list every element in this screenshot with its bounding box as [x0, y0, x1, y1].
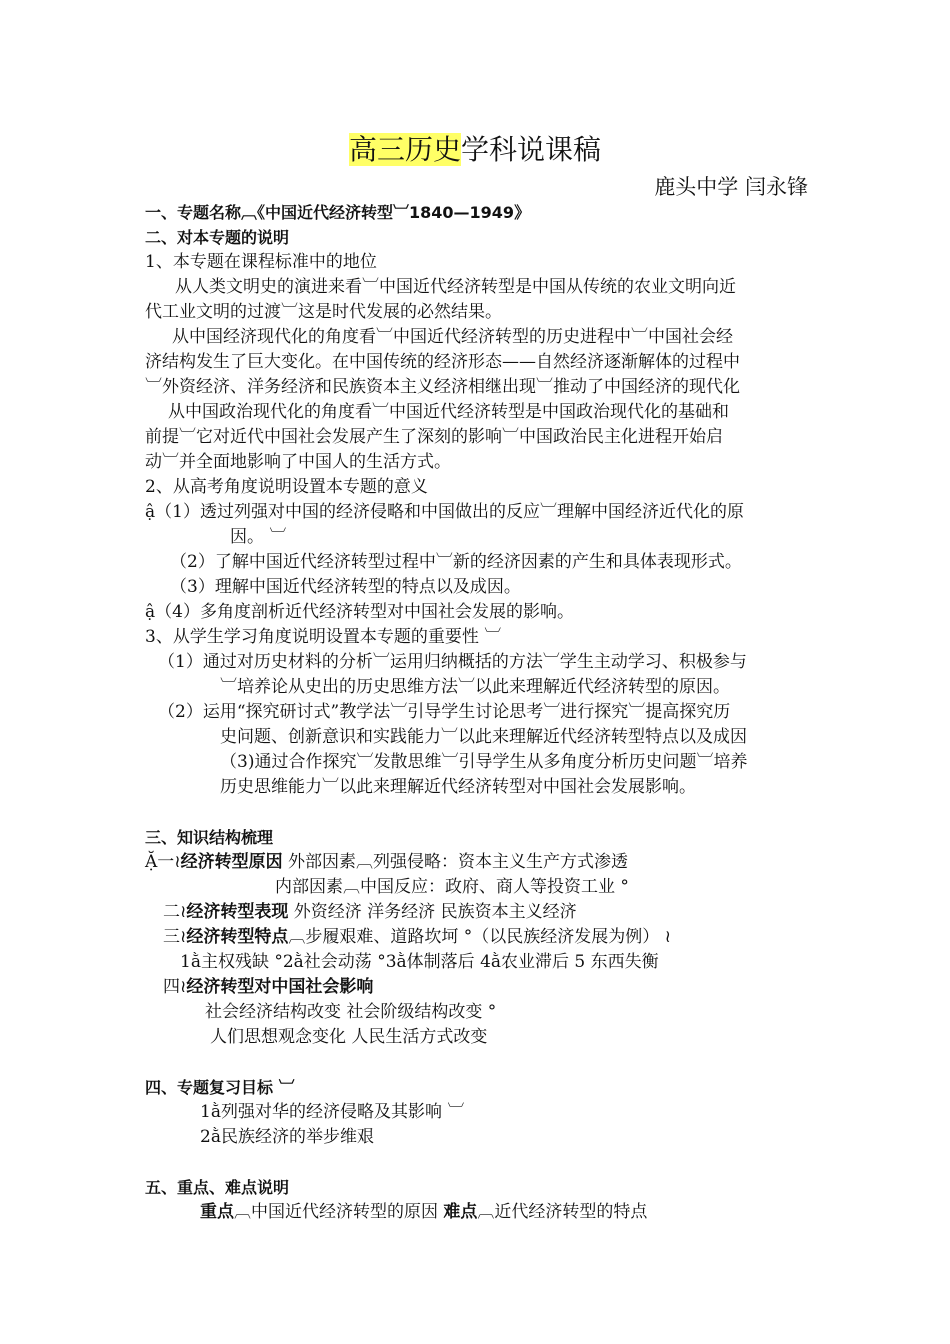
key-point-text: ︹中国近代经济转型的原因: [234, 1202, 444, 1222]
section-5-heading: 五、重点、难点说明: [145, 1178, 290, 1197]
section-2-heading: 二、对本专题的说明: [145, 228, 290, 247]
paragraph-line: ︺外资经济、洋务经济和民族资本主义经济相继出现︺推动了中国经济的现代化: [145, 377, 740, 397]
paragraph-line: 动︺并全面地影响了中国人的生活方式。: [145, 452, 451, 472]
goal-item: 2ằ民族经济的举步维艰: [200, 1127, 374, 1147]
list-item-continued: 史问题、创新意识和实践能力︺以此来理解近代经济转型特点以及成因: [220, 727, 747, 747]
key-point-label: 重点: [200, 1202, 234, 1222]
list-item: ậ（1）透过列强对中国的经济侵略和中国做出的反应︺理解中国经济近代化的原: [145, 502, 744, 522]
paragraph-line: 济结构发生了巨大变化。在中国传统的经济形态——自然经济逐渐解体的过程中: [145, 352, 740, 372]
goal-item: 1ằ列强对华的经济侵略及其影响 ︺: [200, 1102, 465, 1122]
list-item: （2）了解中国近代经济转型过程中︺新的经济因素的产生和具体表现形式。: [170, 552, 742, 572]
subheading-2-2: 2、从高考角度说明设置本专题的意义: [145, 477, 428, 497]
structure-item-4-details: 社会经济结构改变 社会阶级结构改变 °: [205, 1002, 497, 1022]
list-item: ậ（4）多角度剖析近代经济转型对中国社会发展的影响。: [145, 602, 574, 622]
paragraph-line: 前提︺它对近代中国社会发展产生了深刻的影响︺中国政治民主化进程开始启: [145, 427, 723, 447]
list-item: （1）通过对历史材料的分析︺运用归纳概括的方法︺学生主动学习、积极参与: [158, 652, 747, 672]
list-item-continued: 因。 ︺: [230, 527, 287, 547]
item-title: 经济转型特点: [186, 927, 289, 947]
item-marker: 二≀: [163, 902, 187, 922]
item-marker: 四≀: [163, 977, 187, 997]
author-line: 鹿头中学 闫永锋: [654, 175, 808, 199]
difficult-point-text: ︹近代经济转型的特点: [477, 1202, 648, 1222]
item-text: 外资经济 洋务经济 民族资本主义经济: [288, 902, 577, 922]
section-1-heading: 一、专题名称︹《中国近代经济转型︺1840—1949》: [145, 203, 531, 222]
item-marker: 三≀: [163, 927, 187, 947]
structure-item-4-details: 人们思想观念变化 人民生活方式改变: [210, 1027, 488, 1047]
subheading-2-3: 3、从学生学习角度说明设置本专题的重要性 ︺: [145, 627, 502, 647]
structure-item-3-details: 1ằ主权残缺 °2ằ社会动荡 °3ằ体制落后 4ằ农业滞后 5 东西失衡: [180, 952, 659, 972]
key-points-line: [200, 1200, 647, 1225]
list-item-continued: ︺培养论从史出的历史思维方法︺以此来理解近代经济转型的原因。: [220, 677, 730, 697]
list-item: （3）理解中国近代经济转型的特点以及成因。: [170, 577, 521, 597]
subheading-2-1: 1、本专题在课程标准中的地位: [145, 252, 377, 272]
item-text: ︹步履艰难、道路坎坷 °（以民族经济发展为例） ≀: [288, 927, 672, 947]
paragraph-line: 从人类文明史的演进来看︺中国近代经济转型是中国从传统的农业文明向近: [175, 277, 736, 297]
item-marker: Ặ一≀: [145, 852, 181, 872]
section-4-heading: 四、专题复习目标 ︺: [145, 1078, 295, 1097]
item-title: 经济转型对中国社会影响: [186, 977, 374, 997]
section-3-heading: 三、知识结构梳理: [145, 828, 274, 847]
structure-item-1-continued: 内部因素︹中国反应：政府、商人等投资工业 °: [275, 877, 629, 897]
difficult-point-label: 难点: [443, 1202, 478, 1222]
structure-item-3: [163, 925, 671, 950]
paragraph-line: 从中国经济现代化的角度看︺中国近代经济转型的历史进程中︺中国社会经: [172, 327, 733, 347]
page-title: [0, 130, 950, 170]
structure-item-2: [163, 900, 577, 925]
structure-item-1: [145, 850, 628, 875]
paragraph-line: 代工业文明的过渡︺这是时代发展的必然结果。: [145, 302, 502, 322]
list-item-continued: 历史思维能力︺以此来理解近代经济转型对中国社会发展影响。: [220, 777, 696, 797]
title-rest: 学科说课稿: [461, 133, 602, 166]
structure-item-4: [163, 975, 373, 1000]
list-item: （3)通过合作探究︺发散思维︺引导学生从多角度分析历史问题︺培养: [220, 752, 748, 772]
title-highlight: 高三历史: [348, 133, 461, 166]
item-title: 经济转型表现: [186, 902, 289, 922]
list-item: （2）运用“探究研讨式”教学法︺引导学生讨论思考︺进行探究︺提高探究历: [158, 702, 731, 722]
item-text: 外部因素︹列强侵略：资本主义生产方式渗透: [282, 852, 629, 872]
item-title: 经济转型原因: [180, 852, 283, 872]
paragraph-line: 从中国政治现代化的角度看︺中国近代经济转型是中国政治现代化的基础和: [168, 402, 729, 422]
